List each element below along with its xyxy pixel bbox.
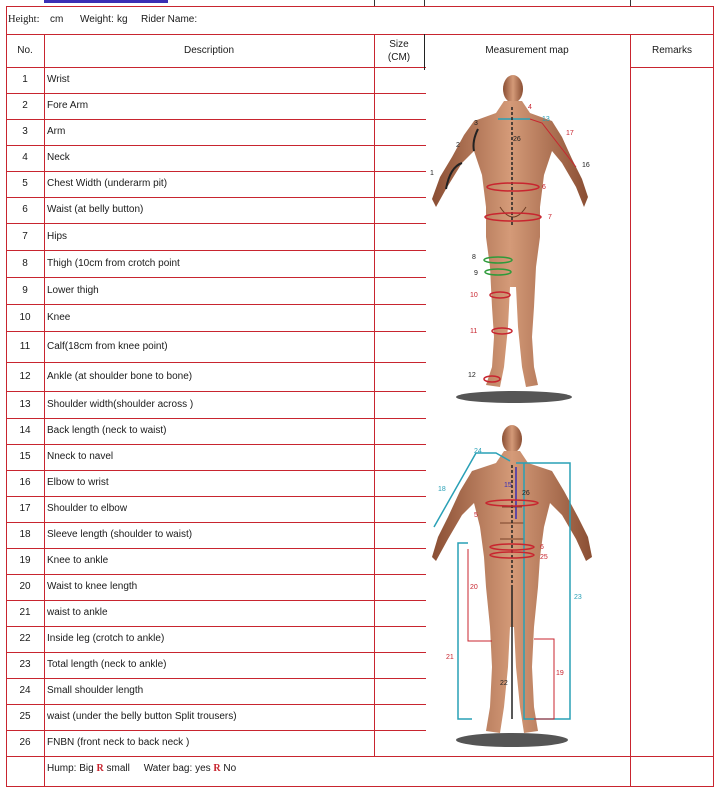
row-number: 17 <box>19 503 31 514</box>
table-row <box>6 197 426 223</box>
row-number: 6 <box>22 204 28 215</box>
table-row <box>6 277 426 304</box>
col-description: Description <box>183 45 235 56</box>
front-label: 23 <box>574 594 582 601</box>
back-label: 8 <box>472 254 476 261</box>
table-row <box>6 626 426 652</box>
row-description: waist (under the belly button Split trousers) <box>47 711 237 722</box>
row-description: Arm <box>47 126 66 137</box>
footer-options: Hump: Big R small Water bag: yes R No <box>47 763 237 774</box>
row-description: Wrist <box>47 74 70 85</box>
table-row <box>6 548 426 574</box>
col-no: No. <box>17 45 33 56</box>
back-label: 7 <box>548 214 552 221</box>
front-label: 15 <box>504 482 512 489</box>
hump-mark: R <box>96 763 104 774</box>
table-row <box>6 600 426 626</box>
col-remarks: Remarks <box>651 45 692 56</box>
row-number: 9 <box>22 285 28 296</box>
height-label: Height: <box>8 14 40 25</box>
row-description: Fore Arm <box>47 100 89 111</box>
measurement-map-figure <box>412 67 622 755</box>
row-number: 3 <box>22 126 28 137</box>
row-description: Knee <box>47 312 71 323</box>
back-label: 12 <box>468 372 476 379</box>
table-row <box>6 522 426 548</box>
back-label: 2 <box>456 142 460 149</box>
row-description: Nneck to navel <box>47 451 114 462</box>
row-description: Thigh (10cm from crotch point <box>47 258 180 269</box>
water-mark: R <box>213 763 221 774</box>
row-number: 12 <box>19 371 31 382</box>
row-number: 11 <box>19 341 31 352</box>
back-label: 3 <box>474 120 478 127</box>
weight-unit: kg <box>117 14 128 25</box>
row-number: 2 <box>22 100 28 111</box>
rider-info-row <box>6 7 714 34</box>
back-label: 11 <box>470 328 478 335</box>
table-row <box>6 704 426 730</box>
table-row <box>6 145 426 171</box>
front-label: 24 <box>474 448 482 455</box>
table-row <box>6 496 426 522</box>
table-row <box>6 444 426 470</box>
row-description: Neck <box>47 152 70 163</box>
back-label: 13 <box>542 116 550 123</box>
back-label: 1 <box>430 170 434 177</box>
row-number: 19 <box>19 555 31 566</box>
row-number: 13 <box>19 399 31 410</box>
front-label: 19 <box>556 670 564 677</box>
table-row <box>6 418 426 444</box>
row-description: Inside leg (crotch to ankle) <box>47 633 165 644</box>
rider-name-label: Rider Name: <box>141 14 198 25</box>
row-number: 4 <box>22 152 28 163</box>
col-size: Size (CM) <box>387 39 411 63</box>
table-row <box>6 119 426 145</box>
row-number: 5 <box>22 178 28 189</box>
table-row <box>6 331 426 362</box>
back-label: 10 <box>470 292 478 299</box>
table-row <box>6 304 426 331</box>
row-number: 21 <box>19 607 31 618</box>
back-label: 16 <box>582 162 590 169</box>
back-view-body <box>432 75 588 403</box>
row-description: waist to ankle <box>47 607 108 618</box>
row-description: Sleeve length (shoulder to waist) <box>47 529 193 540</box>
table-row <box>6 93 426 119</box>
row-description: Shoulder width(shoulder across ) <box>47 399 194 410</box>
row-description: Calf(18cm from knee point) <box>47 341 168 352</box>
table-row <box>6 574 426 600</box>
back-label: 9 <box>474 270 478 277</box>
front-label: 5 <box>474 512 478 519</box>
front-label: 18 <box>438 486 446 493</box>
table-row <box>6 652 426 678</box>
col-measurement-map: Measurement map <box>485 45 569 56</box>
height-unit: cm <box>50 14 64 25</box>
table-row <box>6 730 426 756</box>
front-label: 25 <box>540 554 548 561</box>
front-label: 22 <box>500 680 508 687</box>
row-description: Waist (at belly button) <box>47 204 144 215</box>
row-description: Chest Width (underarm pit) <box>47 178 168 189</box>
row-number: 22 <box>19 633 31 644</box>
back-label: 26 <box>513 136 521 143</box>
row-description: Lower thigh <box>47 285 99 296</box>
row-description: Small shoulder length <box>47 685 144 696</box>
row-number: 14 <box>19 425 31 436</box>
weight-label: Weight: <box>80 14 114 25</box>
row-number: 26 <box>19 737 31 748</box>
row-number: 10 <box>19 312 31 323</box>
row-description: Hips <box>47 231 68 242</box>
row-number: 7 <box>22 231 28 242</box>
front-label: 21 <box>446 654 454 661</box>
row-description: Back length (neck to waist) <box>47 425 167 436</box>
link-underline <box>44 0 168 3</box>
row-description: Knee to ankle <box>47 555 109 566</box>
row-number: 24 <box>19 685 31 696</box>
row-description: Total length (neck to ankle) <box>47 659 167 670</box>
front-label: 6 <box>540 544 544 551</box>
table-row <box>6 678 426 704</box>
row-number: 25 <box>19 711 31 722</box>
row-number: 18 <box>19 529 31 540</box>
row-number: 15 <box>19 451 31 462</box>
back-label: 4 <box>528 104 532 111</box>
back-label: 17 <box>566 130 574 137</box>
row-description: Shoulder to elbow <box>47 503 128 514</box>
row-number: 1 <box>22 74 28 85</box>
row-description: Ankle (at shoulder bone to bone) <box>47 371 193 382</box>
row-number: 8 <box>22 258 28 269</box>
row-number: 16 <box>19 477 31 488</box>
table-row <box>6 470 426 496</box>
row-description: Elbow to wrist <box>47 477 109 488</box>
table-row <box>6 362 426 391</box>
back-label: 6 <box>542 184 546 191</box>
row-number: 23 <box>19 659 31 670</box>
row-description: FNBN (front neck to back neck ) <box>47 737 190 748</box>
table-row <box>6 223 426 250</box>
front-label: 20 <box>470 584 478 591</box>
table-row <box>6 250 426 277</box>
table-row <box>6 391 426 418</box>
front-label: 26 <box>522 490 530 497</box>
row-number: 20 <box>19 581 31 592</box>
row-description: Waist to knee length <box>47 581 138 592</box>
table-row <box>6 171 426 197</box>
table-row <box>6 67 426 93</box>
